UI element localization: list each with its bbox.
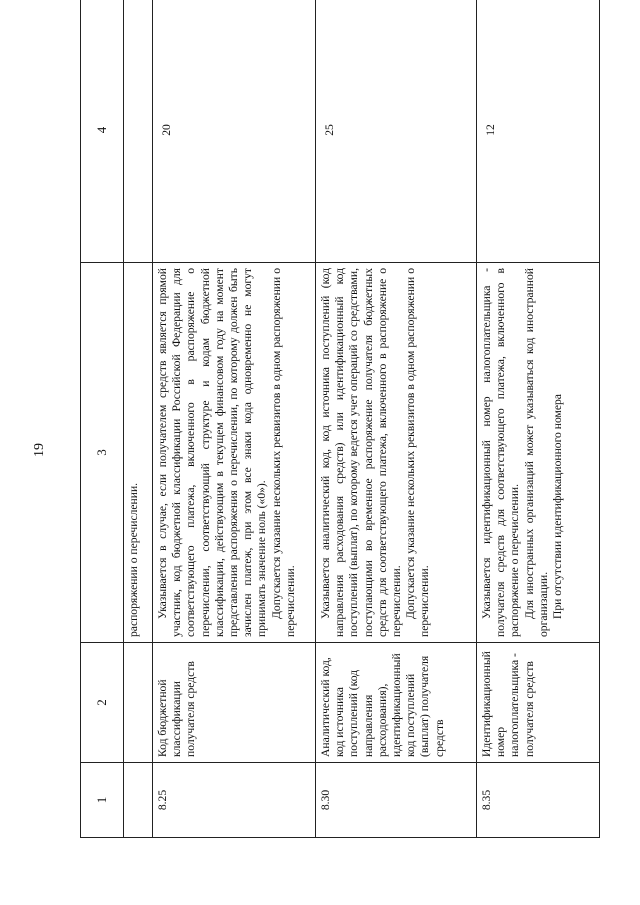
description-paragraph: Для иностранных организаций может указываться код иностранной организации. xyxy=(522,268,550,637)
row-length: 20 xyxy=(153,0,316,263)
requisites-table xyxy=(80,0,600,838)
row-description xyxy=(477,263,600,643)
table-row xyxy=(477,0,600,838)
header-cell-4: 4 xyxy=(81,0,124,263)
row-name: Идентификационный номер налогоплательщика - получателя средств xyxy=(477,643,600,763)
row-name: Код бюджетной классификации получателя средств xyxy=(153,643,316,763)
header-cell-3: 3 xyxy=(81,263,124,643)
header-cell-1: 1 xyxy=(81,763,124,838)
row-description xyxy=(316,263,477,643)
table-row xyxy=(316,0,477,838)
table-header-row xyxy=(81,0,124,838)
row-length: 12 xyxy=(477,0,600,263)
table-row xyxy=(153,0,316,838)
description-paragraph: Указывается в случае, если получателем средств является прямой участник, код бюджетной классификации Российской Федерации для соответствующего платежа, включенного в распоряжение о перечислении, соответствующий структуре и кодам бюджетной классификации, действующим в текущем финансовом году на момент представления распоряжения о перечислении, по которому должен быть зачислен платеж, при этом все знаки кода одновременно не могут принимать значение ноль («0»). xyxy=(156,268,269,637)
header-cell-2: 2 xyxy=(81,643,124,763)
row-length: 25 xyxy=(316,0,477,263)
description-paragraph: Указывается аналитический код, код источника поступлений (код направления расходования средств) или идентификационный код поступлений (выплат), по которому ведется учет операций со средствами, поступающими во временное распоряжение получателя бюджетных средств для соответствующего платежа, включенного в распоряжение о перечислении. xyxy=(319,268,404,637)
page-number: 19 xyxy=(32,443,47,457)
continuation-cell-2 xyxy=(124,643,153,763)
description-paragraph: Указывается идентификационный номер налогоплательщика - получателя средств для соответствующего платежа, включенного в распоряжение о перечислении. xyxy=(480,268,522,637)
row-code: 8.35 xyxy=(477,763,600,838)
description-paragraph: Допускается указание нескольких реквизитов в одном распоряжении о перечислении. xyxy=(269,268,297,637)
continuation-cell-1 xyxy=(124,763,153,838)
row-name: Аналитический код, код источника поступлений (код направления расходования), идентификационный код поступлений (выплат) получателя средств xyxy=(316,643,477,763)
row-code: 8.25 xyxy=(153,763,316,838)
continuation-row xyxy=(124,0,153,838)
description-paragraph: При отсутствии идентификационного номера xyxy=(551,394,565,619)
description-paragraph: Допускается указание нескольких реквизитов в одном распоряжении о перечислении. xyxy=(404,268,432,637)
continuation-cell-3: распоряжении о перечислении. xyxy=(124,263,153,643)
continuation-cell-4 xyxy=(124,0,153,263)
row-description xyxy=(153,263,316,643)
rotated-page-content xyxy=(80,0,600,838)
row-code: 8.30 xyxy=(316,763,477,838)
